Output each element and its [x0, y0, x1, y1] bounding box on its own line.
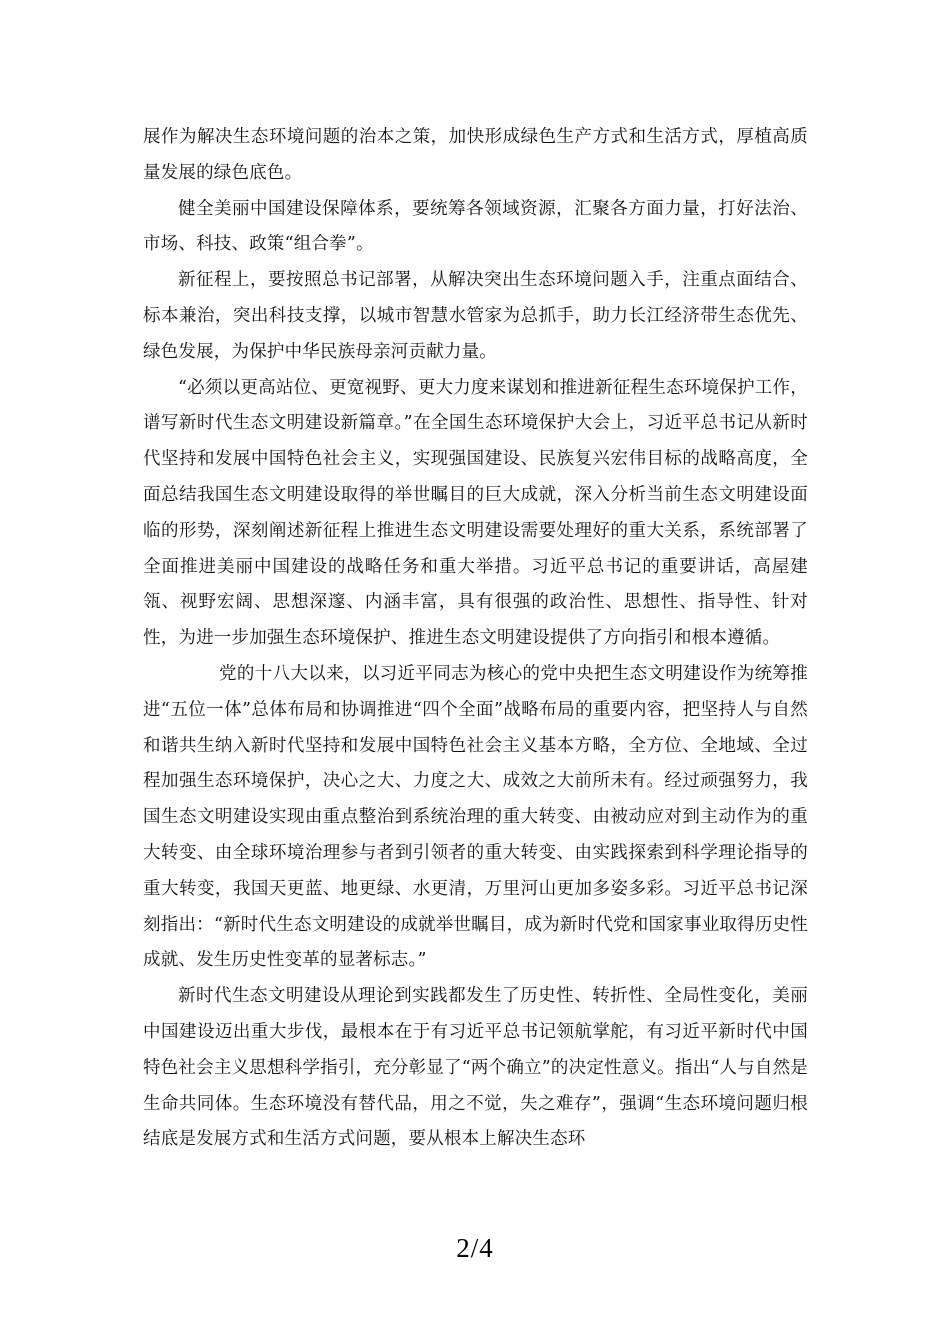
paragraph-6: 新时代生态文明建设从理论到实践都发生了历史性、转折性、全局性变化，美丽中国建设迈出重大步伐，最根本在于有习近平总书记领航掌舵，有习近平新时代中国特色社会主义思想科学指引，充分彰显了“两个确立”的决定性意义。指出“人与自然是生命共同体。生态环境没有替代品，用之不觉，失之难存”，强调“生态环境问题归根结底是发展方式和生活方式问题，要从根本上解决生态环 — [143, 986, 808, 1150]
paragraph-2: 健全美丽中国建设保障体系，要统筹各领域资源，汇聚各方面力量，打好法治、市场、科技、政策“组合拳”。 — [143, 198, 808, 255]
paragraph-4: “必须以更高站位、更宽视野、更大力度来谋划和推进新征程生态环境保护工作，谱写新时代生态文明建设新篇章。”在全国生态环境保护大会上，习近平总书记从新时代坚持和发展中国特色社会主义，实现强国建设、民族复兴宏伟目标的战略高度，全面总结我国生态文明建设取得的举世瞩目的巨大成就，深入分析当前生态文明建设面临的形势，深刻阐述新征程上推进生态文明建设需要处理好的重大关系，系统部署了全面推进美丽中国建设的战略任务和重大举措。习近平总书记的重要讲话，高屋建瓴、视野宏阔、思想深邃、内涵丰富，具有很强的政治性、思想性、指导性、针对性，为进一步加强生态环境保护、推进生态文明建设提供了方向指引和根本遵循。 — [143, 377, 808, 649]
page-number: 2/4 — [456, 1233, 494, 1263]
paragraph-3: 新征程上，要按照总书记部署，从解决突出生态环境问题入手，注重点面结合、标本兼治，突出科技支撑，以城市智慧水管家为总抓手，助力长江经济带生态优先、绿色发展，为保护中华民族母亲河贡献力量。 — [143, 270, 808, 362]
paragraph-5: 党的十八大以来，以习近平同志为核心的党中央把生态文明建设作为统筹推进“五位一体”总体布局和协调推进“四个全面”战略布局的重要内容，把坚持人与自然和谐共生纳入新时代坚持和发展中国特色社会主义基本方略，全方位、全地域、全过程加强生态环境保护，决心之大、力度之大、成效之大前所未有。经过顽强努力，我国生态文明建设实现由重点整治到系统治理的重大转变、由被动应对到主动作为的重大转变、由全球环境治理参与者到引领者的重大转变、由实践探索到科学理论指导的重大转变，我国天更蓝、地更绿、水更清，万里河山更加多姿多彩。习近平总书记深刻指出：“新时代生态文明建设的成就举世瞩目，成为新时代党和国家事业取得历史性成就、发生历史性变革的显著标志。” — [143, 663, 808, 971]
body-text — [143, 120, 808, 1158]
paragraph-1: 展作为解决生态环境问题的治本之策，加快形成绿色生产方式和生活方式，厚植高质量发展的绿色底色。 — [143, 127, 808, 183]
